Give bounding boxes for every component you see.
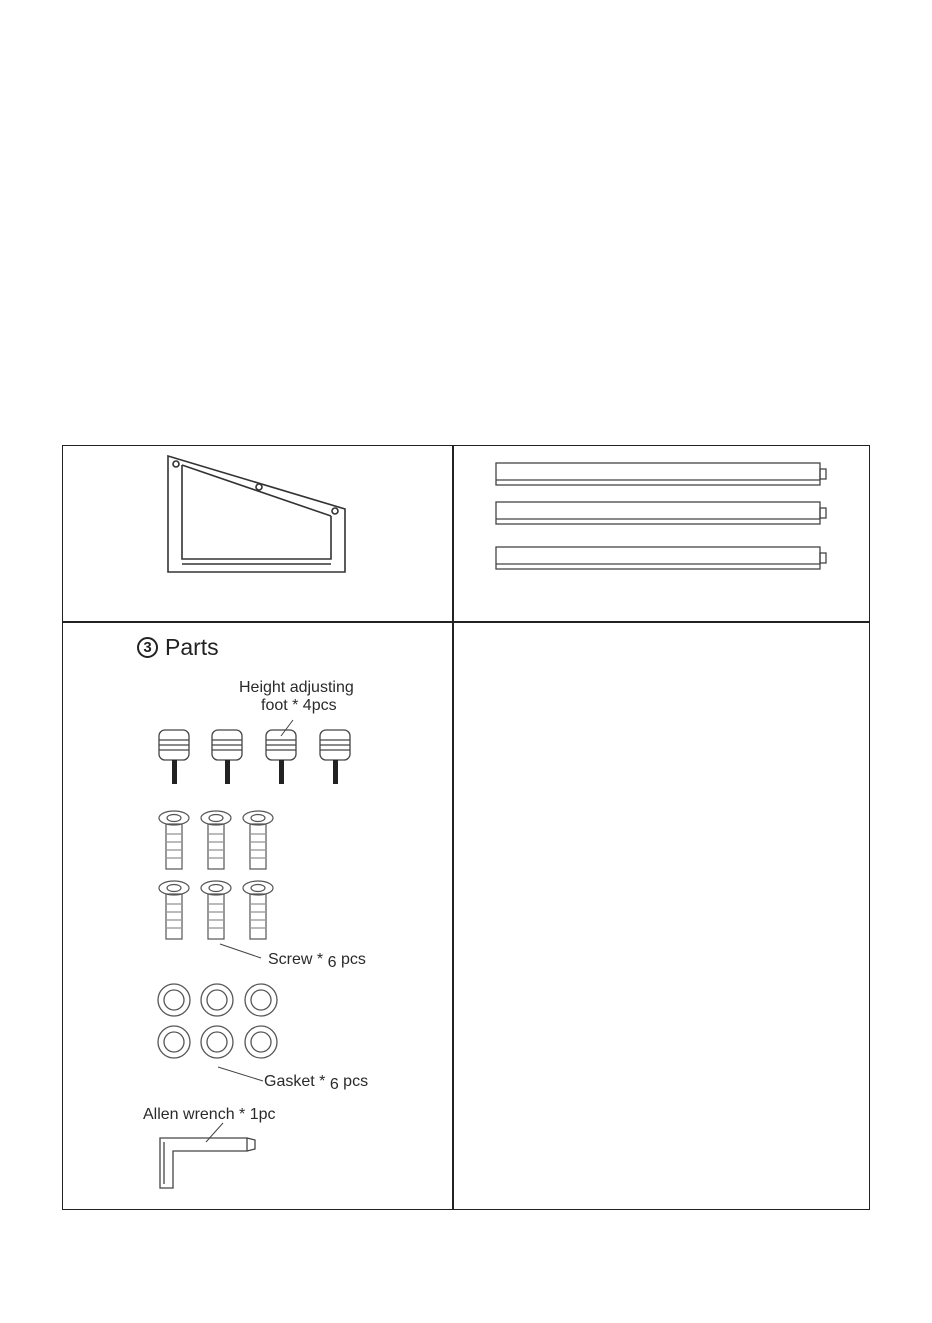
parts-list-cell [63, 622, 452, 1210]
height-adjusting-foot-icon [159, 730, 350, 784]
parts-diagram-table [62, 445, 870, 1210]
allen-wrench-label: Allen wrench * 1pc [143, 1106, 276, 1123]
gasket-label: Gasket * 6 pcs [264, 1073, 369, 1093]
gasket-icon [158, 984, 277, 1058]
support-bars-icon [453, 446, 870, 621]
height-foot-label: Height adjusting foot * 4pcs [239, 679, 354, 714]
empty-cell [453, 622, 870, 1210]
allen-wrench-icon [160, 1138, 255, 1188]
side-frame-icon [63, 446, 452, 621]
side-frame-cell [63, 446, 452, 621]
screw-label: Screw * 6 pcs [268, 951, 366, 971]
parts-title: Parts [165, 634, 219, 660]
support-bars-cell [453, 446, 870, 621]
step-number-badge: 3 [137, 637, 158, 658]
